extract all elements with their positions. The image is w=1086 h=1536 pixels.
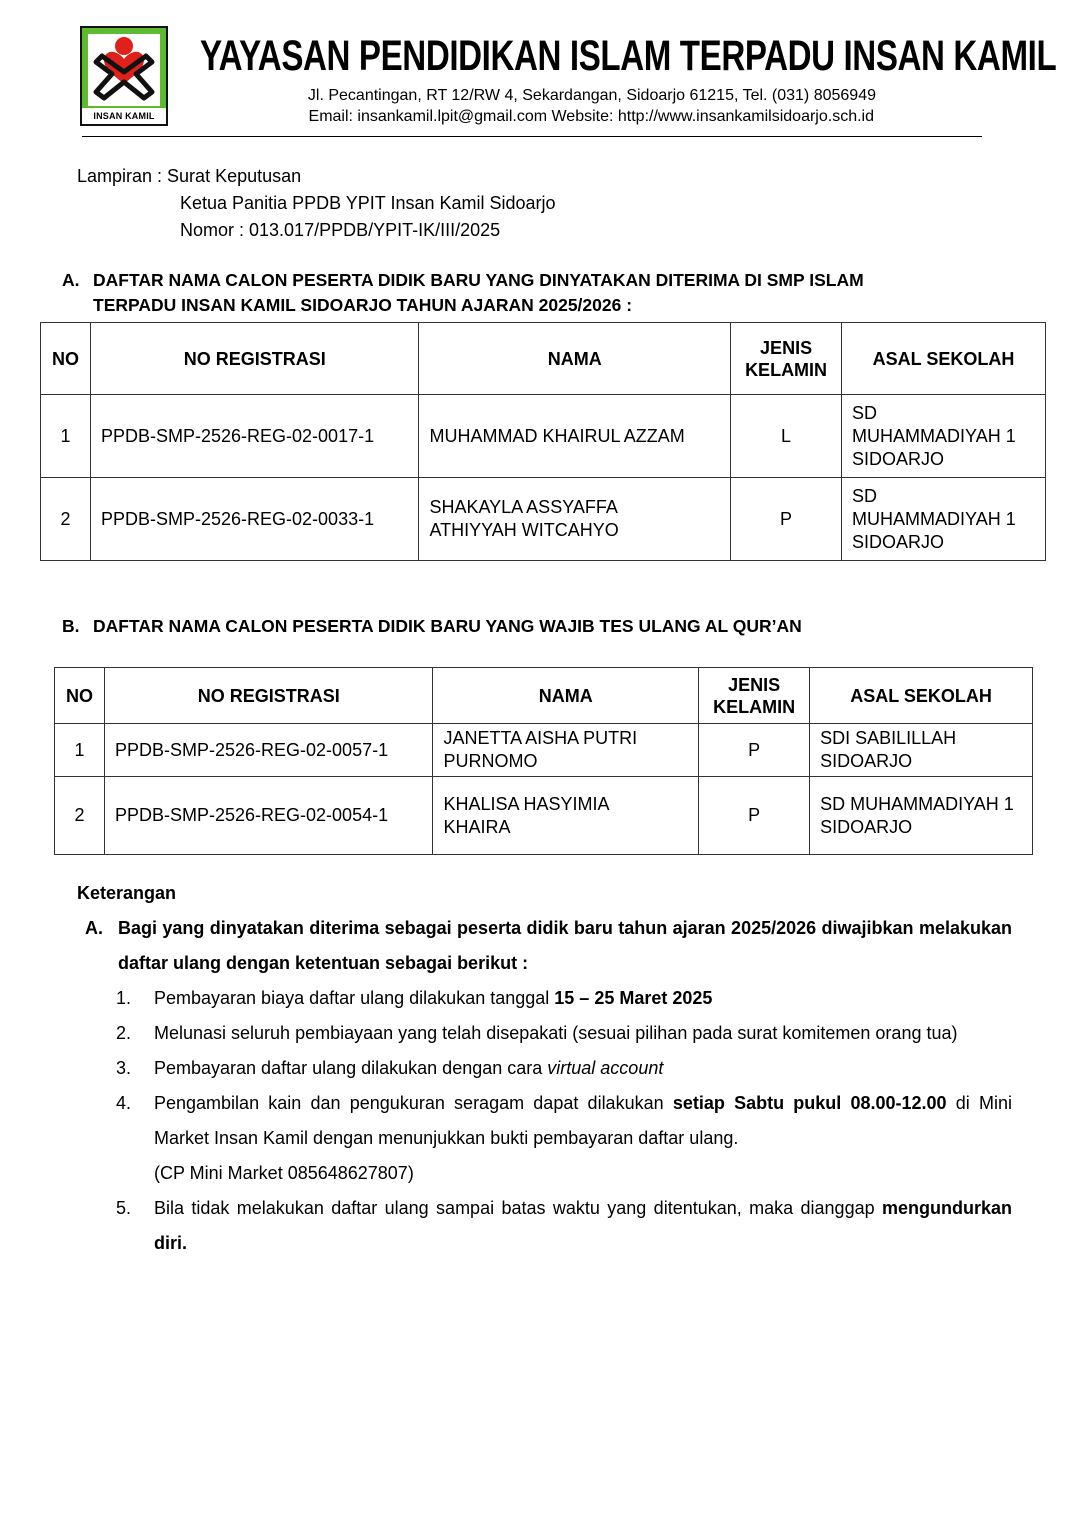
row-registration: PPDB-SMP-2526-REG-02-0033-1 [90, 478, 418, 561]
row-school: SD MUHAMMADIYAH 1 SIDOARJO [810, 777, 1033, 855]
item-text: Pembayaran daftar ulang dilakukan dengan cara [154, 1058, 548, 1078]
section-a-letter: A. [62, 270, 80, 290]
item-number: 2. [116, 1023, 132, 1043]
lampiran-line-2: Ketua Panitia PPDB YPIT Insan Kamil Sidoarjo [180, 193, 556, 213]
list-item [116, 1016, 1012, 1051]
address-line: Jl. Pecantingan, RT 12/RW 4, Sekardangan, Sidoarjo 61215, Tel. (031) 8056949 [307, 87, 876, 104]
item-bold-text: mengundurkan diri. [154, 1198, 1012, 1253]
row-gender: L [731, 395, 842, 478]
insan-kamil-logo [80, 26, 168, 126]
logo-figure-icon [82, 28, 166, 108]
list-item [116, 1086, 1013, 1191]
row-registration: PPDB-SMP-2526-REG-02-0017-1 [90, 395, 418, 478]
item-number: 3. [116, 1058, 132, 1078]
section-b-letter: B. [62, 616, 80, 636]
header-no-registrasi: NO REGISTRASI [90, 323, 418, 395]
letterhead [0, 0, 1086, 145]
notes-section [77, 878, 1012, 1261]
list-item [116, 981, 1012, 1016]
header-no: NO [41, 323, 91, 395]
lampiran-line-1: Lampiran : Surat Keputusan [77, 166, 302, 186]
section-a-title [62, 268, 1022, 318]
contact-line: Email: insankamil.lpit@gmail.com Website: http://www.insankamilsidoarjo.sch.id [308, 108, 874, 125]
row-school: SD MUHAMMADIYAH 1 SIDOARJO [842, 478, 1046, 561]
row-name: MUHAMMAD KHAIRUL AZZAM [419, 395, 731, 478]
lampiran-line-3: Nomor : 013.017/PPDB/YPIT-IK/III/2025 [180, 220, 501, 240]
section-b-title [62, 614, 1022, 639]
table-header-row [55, 668, 1033, 724]
row-gender: P [731, 478, 842, 561]
table-row [55, 777, 1033, 855]
header-jenis-kelamin: JENIS KELAMIN [699, 668, 810, 724]
item-number: 1. [116, 988, 132, 1008]
header-asal-sekolah: ASAL SEKOLAH [810, 668, 1033, 724]
header-nama: NAMA [419, 323, 731, 395]
item-italic-text: virtual account [547, 1058, 664, 1078]
row-registration: PPDB-SMP-2526-REG-02-0057-1 [104, 724, 432, 777]
requirements-list [77, 981, 1012, 1261]
header-no-registrasi: NO REGISTRASI [104, 668, 432, 724]
note-a-letter: A. [85, 918, 103, 938]
table-row [41, 478, 1046, 561]
header-nama: NAMA [433, 668, 699, 724]
note-a [77, 911, 1012, 981]
row-registration: PPDB-SMP-2526-REG-02-0054-1 [104, 777, 432, 855]
item-number: 5. [116, 1198, 132, 1218]
letterhead-divider [82, 136, 982, 137]
item-bold-text: 15 – 25 Maret 2025 [554, 988, 713, 1008]
item-contact-person: (CP Mini Market 085648627807) [154, 1163, 414, 1183]
item-text: Melunasi seluruh pembiayaan yang telah disepakati (sesuai pilihan pada surat komitemen orang tua) [154, 1023, 958, 1043]
table-header-row [41, 323, 1046, 395]
list-item [116, 1051, 1012, 1086]
table-row [41, 395, 1046, 478]
note-a-text: Bagi yang dinyatakan diterima sebagai peserta didik baru tahun ajaran 2025/2026 diwajibkan melakukan daftar ulang dengan ketentuan sebagai berikut : [118, 918, 1012, 973]
item-text: Pembayaran biaya daftar ulang dilakukan tanggal [154, 988, 555, 1008]
header-jenis-kelamin: JENIS KELAMIN [731, 323, 842, 395]
row-no: 1 [41, 395, 91, 478]
row-name: SHAKAYLA ASSYAFFA ATHIYYAH WITCAHYO [419, 478, 731, 561]
row-gender: P [699, 724, 810, 777]
table-row [55, 724, 1033, 777]
organization-name: YAYASAN PENDIDIKAN ISLAM TERPADU INSAN KAMIL [200, 32, 1057, 80]
notes-title: Keterangan [77, 883, 177, 903]
logo-caption: INSAN KAMIL [82, 108, 166, 124]
item-number: 4. [116, 1093, 132, 1113]
accepted-students-table [40, 322, 1046, 561]
row-gender: P [699, 777, 810, 855]
item-bold-text: setiap Sabtu pukul 08.00-12.00 [672, 1093, 947, 1113]
item-text: Bila tidak melakukan daftar ulang sampai batas waktu yang ditentukan, maka dianggap [154, 1198, 882, 1218]
row-no: 1 [55, 724, 105, 777]
section-a-title-line-2: TERPADU INSAN KAMIL SIDOARJO TAHUN AJARAN 2025/2026 : [93, 295, 633, 315]
row-school: SD MUHAMMADIYAH 1 SIDOARJO [842, 395, 1046, 478]
section-a-title-line-1: DAFTAR NAMA CALON PESERTA DIDIK BARU YANG DINYATAKAN DITERIMA DI SMP ISLAM [93, 270, 864, 290]
list-item [116, 1191, 1012, 1261]
item-text: Pengambilan kain dan pengukuran seragam dapat dilakukan [154, 1093, 673, 1113]
header-no: NO [55, 668, 105, 724]
row-no: 2 [55, 777, 105, 855]
item-text-continued: di Mini Market Insan Kamil dengan menunjukkan bukti pembayaran daftar ulang. [154, 1093, 1013, 1148]
section-b-title-text: DAFTAR NAMA CALON PESERTA DIDIK BARU YANG WAJIB TES ULANG AL QUR’AN [93, 616, 802, 636]
header-asal-sekolah: ASAL SEKOLAH [842, 323, 1046, 395]
row-no: 2 [41, 478, 91, 561]
row-name: JANETTA AISHA PUTRI PURNOMO [433, 724, 699, 777]
row-name: KHALISA HASYIMIA KHAIRA [433, 777, 699, 855]
quran-retest-table [54, 667, 1033, 855]
lampiran-block [77, 163, 556, 244]
row-school: SDI SABILILLAH SIDOARJO [810, 724, 1033, 777]
